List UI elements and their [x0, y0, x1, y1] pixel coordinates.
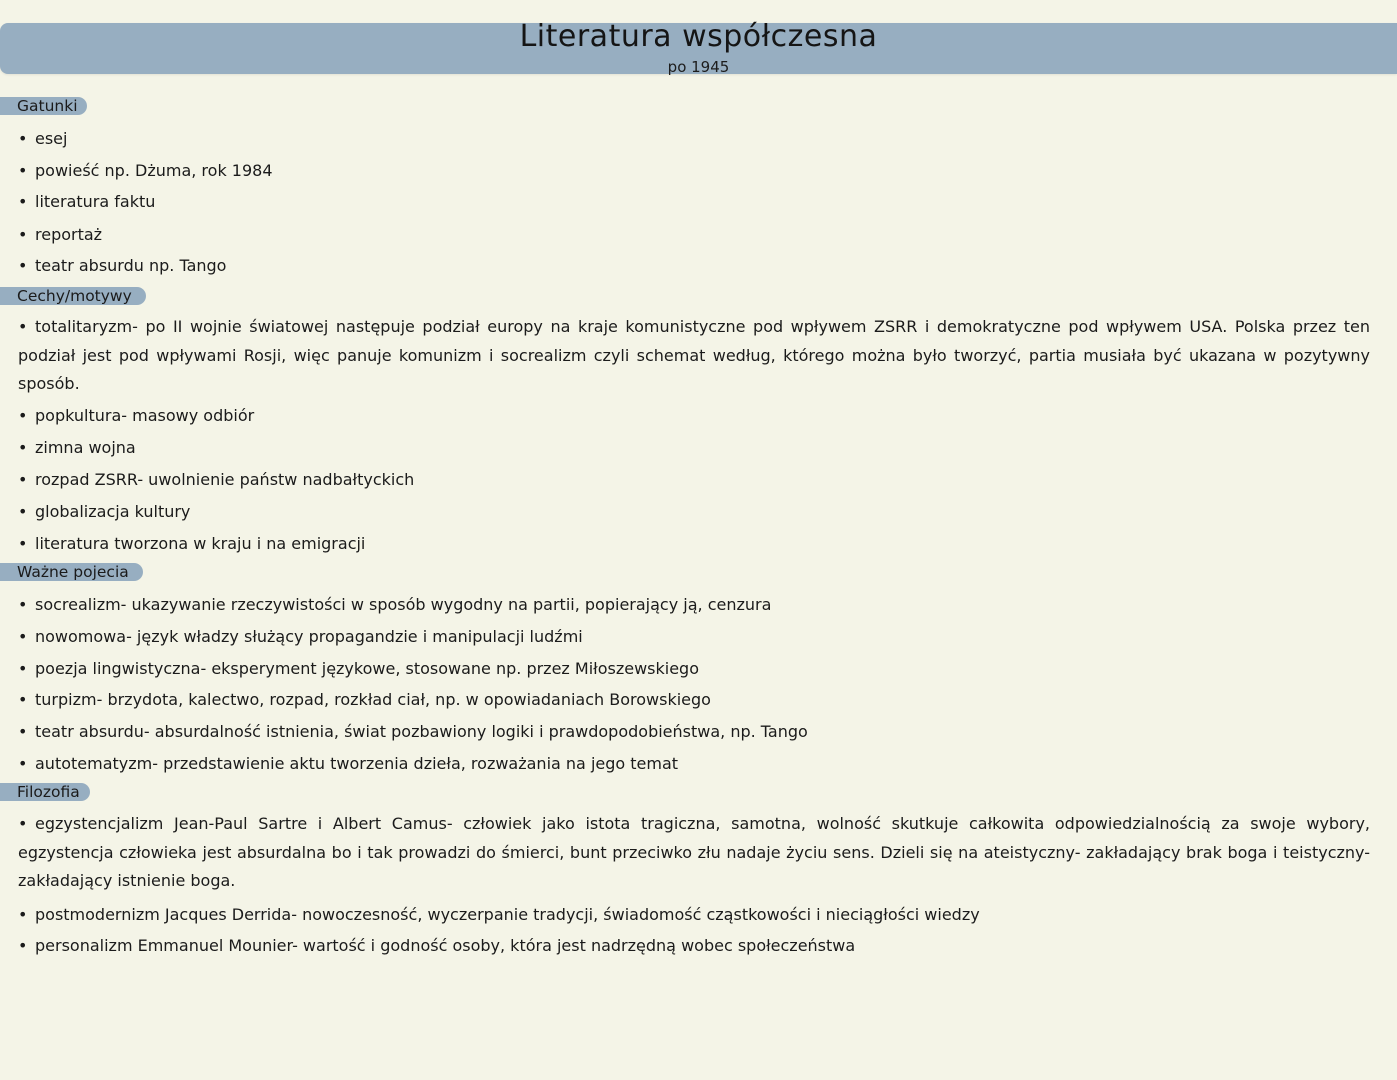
list-item: • personalizm Emmanuel Mounier- wartość i godność osoby, która jest nadrzędną wobec społeczeństwa — [18, 936, 856, 955]
bullet-icon: • — [18, 595, 28, 614]
bullet-icon: • — [18, 406, 28, 425]
section-heading-filozofia: Filozofia — [0, 783, 90, 801]
page-title: Literatura współczesna — [519, 19, 878, 54]
list-item: • socrealizm- ukazywanie rzeczywistości w sposób wygodny na partii, popierający ją, cenzura — [18, 595, 772, 614]
section-heading-cechy-motywy: Cechy/motywy — [0, 287, 146, 305]
list-item: • nowomowa- język władzy służący propagandzie i manipulacji ludźmi — [18, 627, 583, 646]
bullet-icon: • — [18, 627, 28, 646]
bullet-icon: • — [18, 722, 28, 741]
bullet-icon: • — [18, 659, 28, 678]
list-item: • autotematyzm- przedstawienie aktu tworzenia dzieła, rozważania na jego temat — [18, 754, 679, 773]
bullet-icon: • — [18, 905, 28, 924]
list-item: • poezja lingwistyczna- eksperyment językowe, stosowane np. przez Miłoszewskiego — [18, 659, 699, 678]
page-subtitle: po 1945 — [667, 58, 730, 76]
bullet-icon: • — [18, 502, 28, 521]
list-item: • postmodernizm Jacques Derrida- nowoczesność, wyczerpanie tradycji, świadomość cząstkowości i nieciągłości wiedzy — [18, 905, 980, 924]
bullet-icon: • — [18, 225, 28, 244]
list-item: • rozpad ZSRR- uwolnienie państw nadbałtyckich — [18, 470, 415, 489]
bullet-icon: • — [18, 690, 28, 709]
bullet-icon: • — [18, 192, 28, 211]
list-item: • egzystencjalizm Jean-Paul Sartre i Albert Camus- człowiek jako istota tragiczna, samotna, wolność skutkuje całkowita odpowiedzialnością za swoje wybory, egzystencja człowieka jest absurdalna bo i tak prowadzi do śmierci, bunt przeciwko złu nadaje życiu sens. Dzieli się na ateistyczny- zakładający brak boga i teistyczny- zakładający istnienie boga. — [18, 810, 1370, 896]
bullet-icon: • — [18, 814, 28, 833]
bullet-icon: • — [18, 317, 28, 336]
bullet-icon: • — [18, 256, 28, 275]
bullet-icon: • — [18, 161, 28, 180]
list-item: • teatr absurdu np. Tango — [18, 256, 227, 275]
list-item: • reportaż — [18, 225, 103, 244]
bullet-icon: • — [18, 470, 28, 489]
list-item: • popkultura- masowy odbiór — [18, 406, 255, 425]
section-heading-wazne-pojecia: Ważne pojecia — [0, 563, 143, 581]
list-item: • totalitaryzm- po II wojnie światowej następuje podział europy na kraje komunistyczne pod wpływem ZSRR i demokratyczne pod wpływem USA. Polska przez ten podział jest pod wpływami Rosji, więc panuje komunizm i socrealizm czyli schemat według, którego można było tworzyć, partia musiała być ukazana w pozytywny sposób. — [18, 313, 1370, 399]
list-item: • literatura tworzona w kraju i na emigracji — [18, 534, 366, 553]
bullet-icon: • — [18, 534, 28, 553]
section-heading-gatunki: Gatunki — [0, 97, 87, 115]
list-item: • teatr absurdu- absurdalność istnienia, świat pozbawiony logiki i prawdopodobieństwa, np. Tango — [18, 722, 808, 741]
list-item: • globalizacja kultury — [18, 502, 191, 521]
bullet-icon: • — [18, 936, 28, 955]
list-item: • powieść np. Dżuma, rok 1984 — [18, 161, 273, 180]
list-item: • literatura faktu — [18, 192, 156, 211]
bullet-icon: • — [18, 438, 28, 457]
list-item: • esej — [18, 129, 68, 148]
bullet-icon: • — [18, 754, 28, 773]
bullet-icon: • — [18, 129, 28, 148]
list-item: • zimna wojna — [18, 438, 136, 457]
list-item: • turpizm- brzydota, kalectwo, rozpad, rozkład ciał, np. w opowiadaniach Borowskiego — [18, 690, 711, 709]
